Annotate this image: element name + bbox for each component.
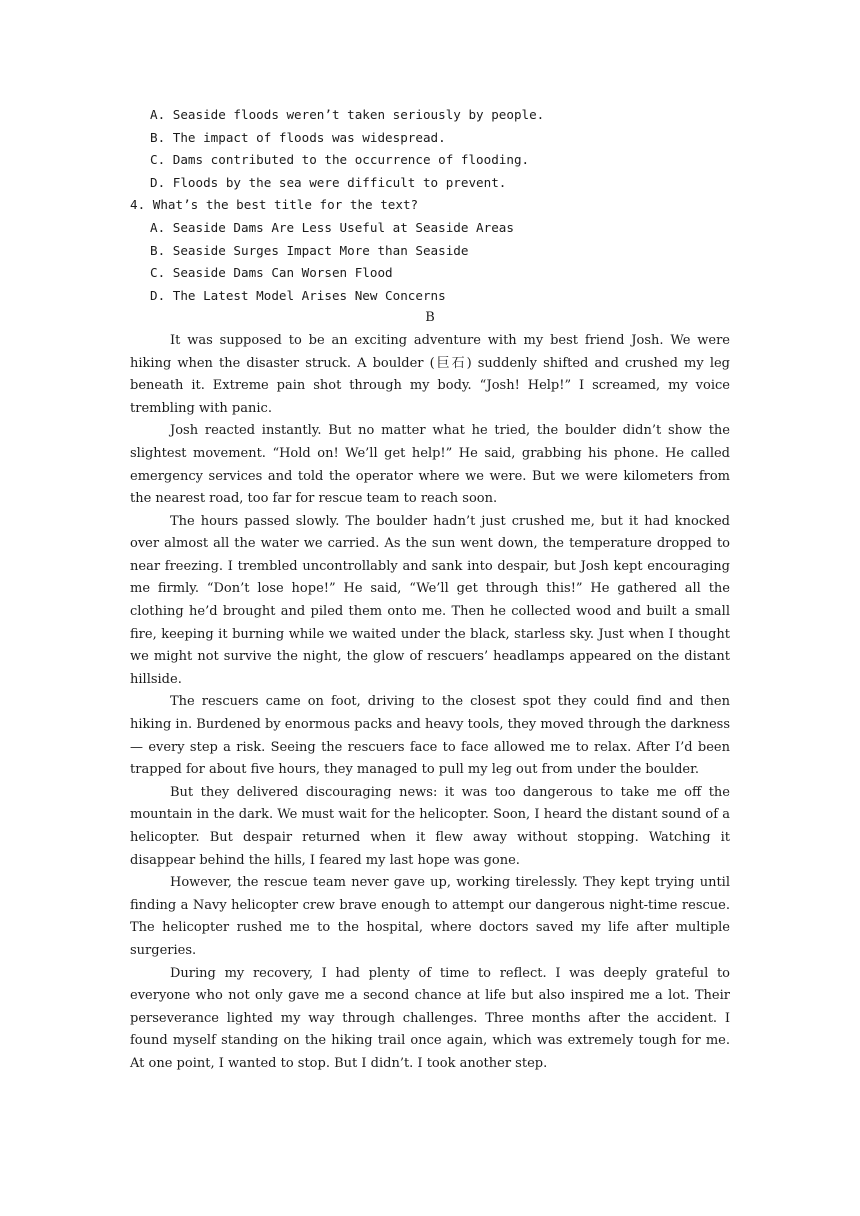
paragraph: The hours passed slowly. The boulder hadn’t just crushed me, but it had knocked over almost all the water we carried. As the sun went down, the temperature dropped to near freezing. I trembled uncontrollably and sank into despair, but Josh kept encouraging me firmly. “Don’t lose hope!” He said, “We’ll get through this!” He gathered all the clothing he’d brought and piled them onto me. Then he collected wood and built a small fire, keeping it burning while we waited under the black, starless sky. Just when I thought we might not survive the night, the glow of rescuers’ headlamps appeared on the distant hillside.	[130, 513, 730, 687]
paragraph: The rescuers came on foot, driving to the closest spot they could find and then hiking in. Burdened by enormous packs and heavy tools, they moved through the darkness — every step a risk. Seeing the rescuers face to face allowed me to relax. After I’d been trapped for about five hours, they managed to pull my leg out from under the boulder.	[130, 694, 730, 778]
option-d: D. Floods by the sea were difficult to prevent.	[150, 174, 507, 190]
paragraph: But they delivered discouraging news: it was too dangerous to take me off the mountain in the dark. We must wait for the helicopter. Soon, I heard the distant sound of a helicopter. But despair returned when it flew away without stopping. Watching it disappear behind the hills, I feared my last hope was gone.	[130, 784, 730, 868]
option-b: B. The impact of floods was widespread.	[150, 129, 446, 145]
passage	[130, 330, 730, 1076]
option-d: D. The Latest Model Arises New Concerns	[150, 287, 446, 303]
paragraph: However, the rescue team never gave up, working tirelessly. They kept trying until finding a Navy helicopter crew brave enough to attempt our dangerous night-time rescue. The helicopter rushed me to the hospital, where doctors saved my life after multiple surgeries.	[130, 875, 730, 958]
option-c: C. Dams contributed to the occurrence of flooding.	[150, 152, 530, 168]
option-a: A. Seaside Dams Are Less Useful at Seaside Areas	[150, 219, 514, 235]
question-3-options	[130, 104, 730, 194]
option-a: A. Seaside floods weren’t taken seriously by people.	[150, 107, 545, 122]
option-b: B. Seaside Surges Impact More than Seaside	[150, 242, 469, 258]
question-4	[130, 194, 730, 307]
section-heading: B	[425, 310, 435, 326]
document-content	[130, 104, 730, 1076]
option-c: C. Seaside Dams Can Worsen Flood	[150, 265, 393, 281]
paragraph: During my recovery, I had plenty of time to reflect. I was deeply grateful to everyone who not only gave me a second chance at life but also inspired me a lot. Their perseverance lighted my way through challenges. Three months after the accident. I found myself standing on the hiking trail once again, which was extremely tough for me. At one point, I wanted to stop. But I didn’t. I took another step.	[130, 965, 730, 1071]
question-4-text: 4. What’s the best title for the text?	[130, 197, 419, 213]
paragraph: It was supposed to be an exciting adventure with my best friend Josh. We were hiking when the disaster struck. A boulder (巨石) suddenly shifted and crushed my leg beneath it. Extreme pain shot through my body. “Josh! Help!” I screamed, my voice trembling with panic.	[130, 332, 730, 416]
paragraph: Josh reacted instantly. But no matter what he tried, the boulder didn’t show the slightest movement. “Hold on! We’ll get help!” He said, grabbing his phone. He called emergency services and told the operator where we were. But we were kilometers from the nearest road, too far for rescue team to reach soon.	[130, 423, 730, 507]
